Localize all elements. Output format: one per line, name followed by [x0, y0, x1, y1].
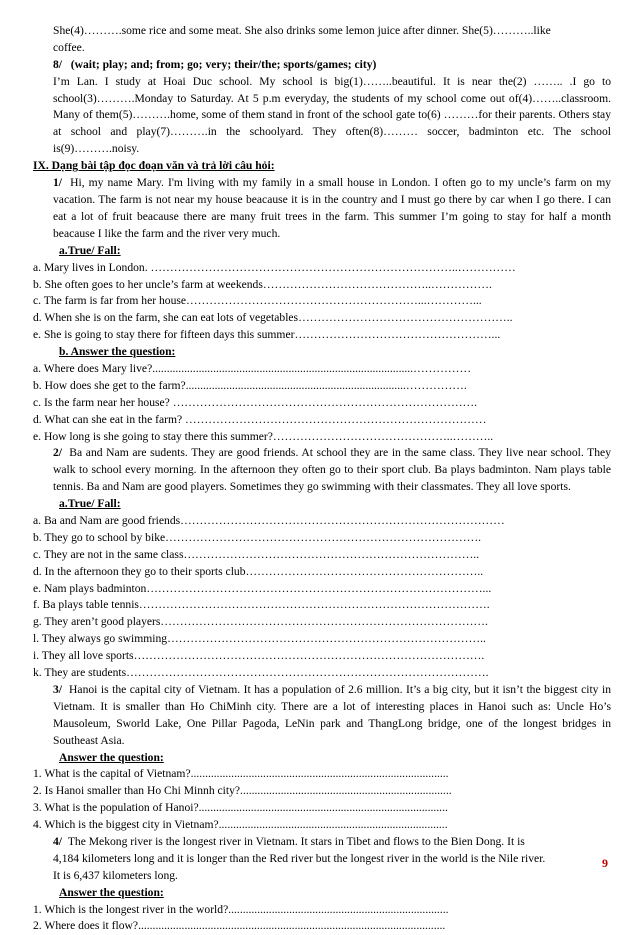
answer-heading: Answer the question:	[59, 885, 164, 899]
statement-line: g. They aren’t good players………………………………………………………………………….	[33, 615, 488, 629]
word-bank: (wait; play; and; from; go; very; their/the; sports/games; city)	[70, 57, 377, 71]
answer-heading: b. Answer the question:	[59, 345, 176, 359]
question-line: c. Is the farm near her house? …………………………………………………………………….	[33, 395, 478, 409]
statement-line: c. They are not in the same class…………………………………………………………………..	[33, 547, 480, 561]
answer-heading: Answer the question:	[59, 750, 164, 764]
statement-line: l. They always go swimming………………………………………………………………………..	[33, 632, 486, 646]
statement-line: b. She often goes to her uncle’s farm at weekends……………………………………..…………….	[33, 277, 492, 291]
passage-number: 3/	[53, 682, 63, 696]
passage-number: 4/	[53, 835, 63, 848]
statement-line: d. In the afternoon they go to their sports club……………………………………………………..	[33, 564, 484, 578]
passage-text: Hi, my name Mary. I'm living with my family in a small house in London. I often go to my uncle’s farm on my vacation. The farm is not near my house beacause it is in the country and I must go there by car when I go there. I can eat a lot of fruit beacause there are many fruit trees in the farm. This summer I’m going to stay for half a month beacause I like the farm and the river very much.	[53, 176, 612, 240]
question-line: d. What can she eat in the farm? ……………………………………………………………………	[33, 412, 487, 426]
exercise-number: 8/	[53, 57, 63, 71]
statement-line: e. Nam plays badminton……………………………………………………………………………...	[33, 581, 492, 595]
page-content	[33, 23, 611, 935]
question-line: 4. Which is the biggest city in Vietnam?...............................................................................	[33, 818, 448, 832]
passage-2	[33, 445, 611, 496]
statement-line: f. Ba plays table tennis……………………………………………………………………………….	[33, 598, 490, 612]
question-line: a. Where does Mary live?..........................................................................................……………	[33, 361, 472, 375]
statement-line: i. They all love sports……………………………………………………………………………….	[33, 649, 485, 663]
statement-line: e. She is going to stay there for fifteen days this summer……………………………………………...	[33, 328, 501, 342]
statement-line: b. They go to school by bike……………………………………………………………………….	[33, 530, 482, 544]
passage-4-line: It is 6,437 kilometers long.	[53, 868, 178, 882]
statement-line: a. Ba and Nam are good friends…………………………………………………………………………	[33, 514, 505, 528]
passage-1	[33, 175, 611, 243]
text-line: She(4)……….some rice and some meat. She also drinks some lemon juice after dinner. She(5)………..like	[53, 24, 551, 37]
statement-line: c. The farm is far from her house……………………………………………………...…………...	[33, 294, 482, 308]
true-false-heading: a.True/ Fall:	[59, 243, 121, 257]
question-line: 2. Where does it flow?..........................................................................................................	[33, 919, 446, 933]
question-line: 2. Is Hanoi smaller than Ho Chi Minnh city?.........................................................................	[33, 784, 452, 798]
passage-number: 1/	[53, 176, 63, 190]
statement-line: k. They are students………………………………………………………………………………….	[33, 666, 489, 680]
passage-text: Hanoi is the capital city of Vietnam. It has a population of 2.6 million. It’s a big city, but it isn’t the biggest city in Vietnam. It is smaller than Ho ChiMinh city. There are a lot of interesting places in Hanoi such as: Uncle Ho’s Mausoleum, Sworld Lake, One Pillar Pagoda, LeNin park and ThangLong bridge, one of the longest bridges in Southeast Asia.	[53, 682, 611, 747]
passage-4-line: 4,184 kilometers long and it is longer than the Red river but the longest river in the world is the Nile river.	[53, 851, 546, 865]
question-line: 3. What is the population of Hanoi?......................................................................................	[33, 801, 448, 815]
statement-line: d. When she is on the farm, she can eat lots of vegetables………………………………………………..	[33, 311, 513, 325]
passage-text: Ba and Nam are sudents. They are good friends. At school they are in the same class. They live near school. They walk to school every morning. In the afternoon they often go to their sport club. Ba plays badminton. Nam plays table tennis. Ba and Nam are good players. Sometimes they go swimming with their classmates. They all love sports.	[53, 446, 612, 494]
passage-text: The Mekong river is the longest river in Vietnam. It stars in Tibet and flows to the Bien Dong. It is	[67, 835, 525, 848]
exercise-8-paragraph: I’m Lan. I study at Hoai Duc school. My school is big(1)……..beautiful. It is near the(2) …….. .I go to school(3)……….Monday to Saturday. At 5 p.m everyday, the students of my school come out of(4)……..classroom. Many of them(5)……….home, some of them stand in front of the school gate to(6) ………for their parents. Others stay at school and play(7)……….in the schoolyard. They often(8)……… soccer, badminton etc. The school is(9)……….noisy.	[53, 74, 611, 156]
statement-line: a. Mary lives in London. ……………………………………………………………………..……………	[33, 260, 516, 274]
section-title: IX. Dạng bài tập đọc đoạn văn và trả lời câu hỏi:	[33, 159, 275, 173]
exercise-8-header	[33, 57, 611, 74]
question-line: b. How does she get to the farm?............................................................................…………….	[33, 378, 467, 392]
question-line: 1. Which is the longest river in the world?............................................................................	[33, 902, 449, 916]
true-false-heading: a.True/ Fall:	[59, 497, 121, 511]
passage-4-line	[33, 834, 611, 851]
page-number: 9	[602, 856, 608, 870]
passage-3	[33, 682, 611, 750]
question-line: 1. What is the capital of Vietnam?.........................................................................................	[33, 767, 449, 781]
passage-number: 2/	[53, 446, 63, 460]
text-line: coffee.	[53, 40, 85, 54]
question-line: e. How long is she going to stay there this summer?………………………………………..………..	[33, 429, 494, 443]
